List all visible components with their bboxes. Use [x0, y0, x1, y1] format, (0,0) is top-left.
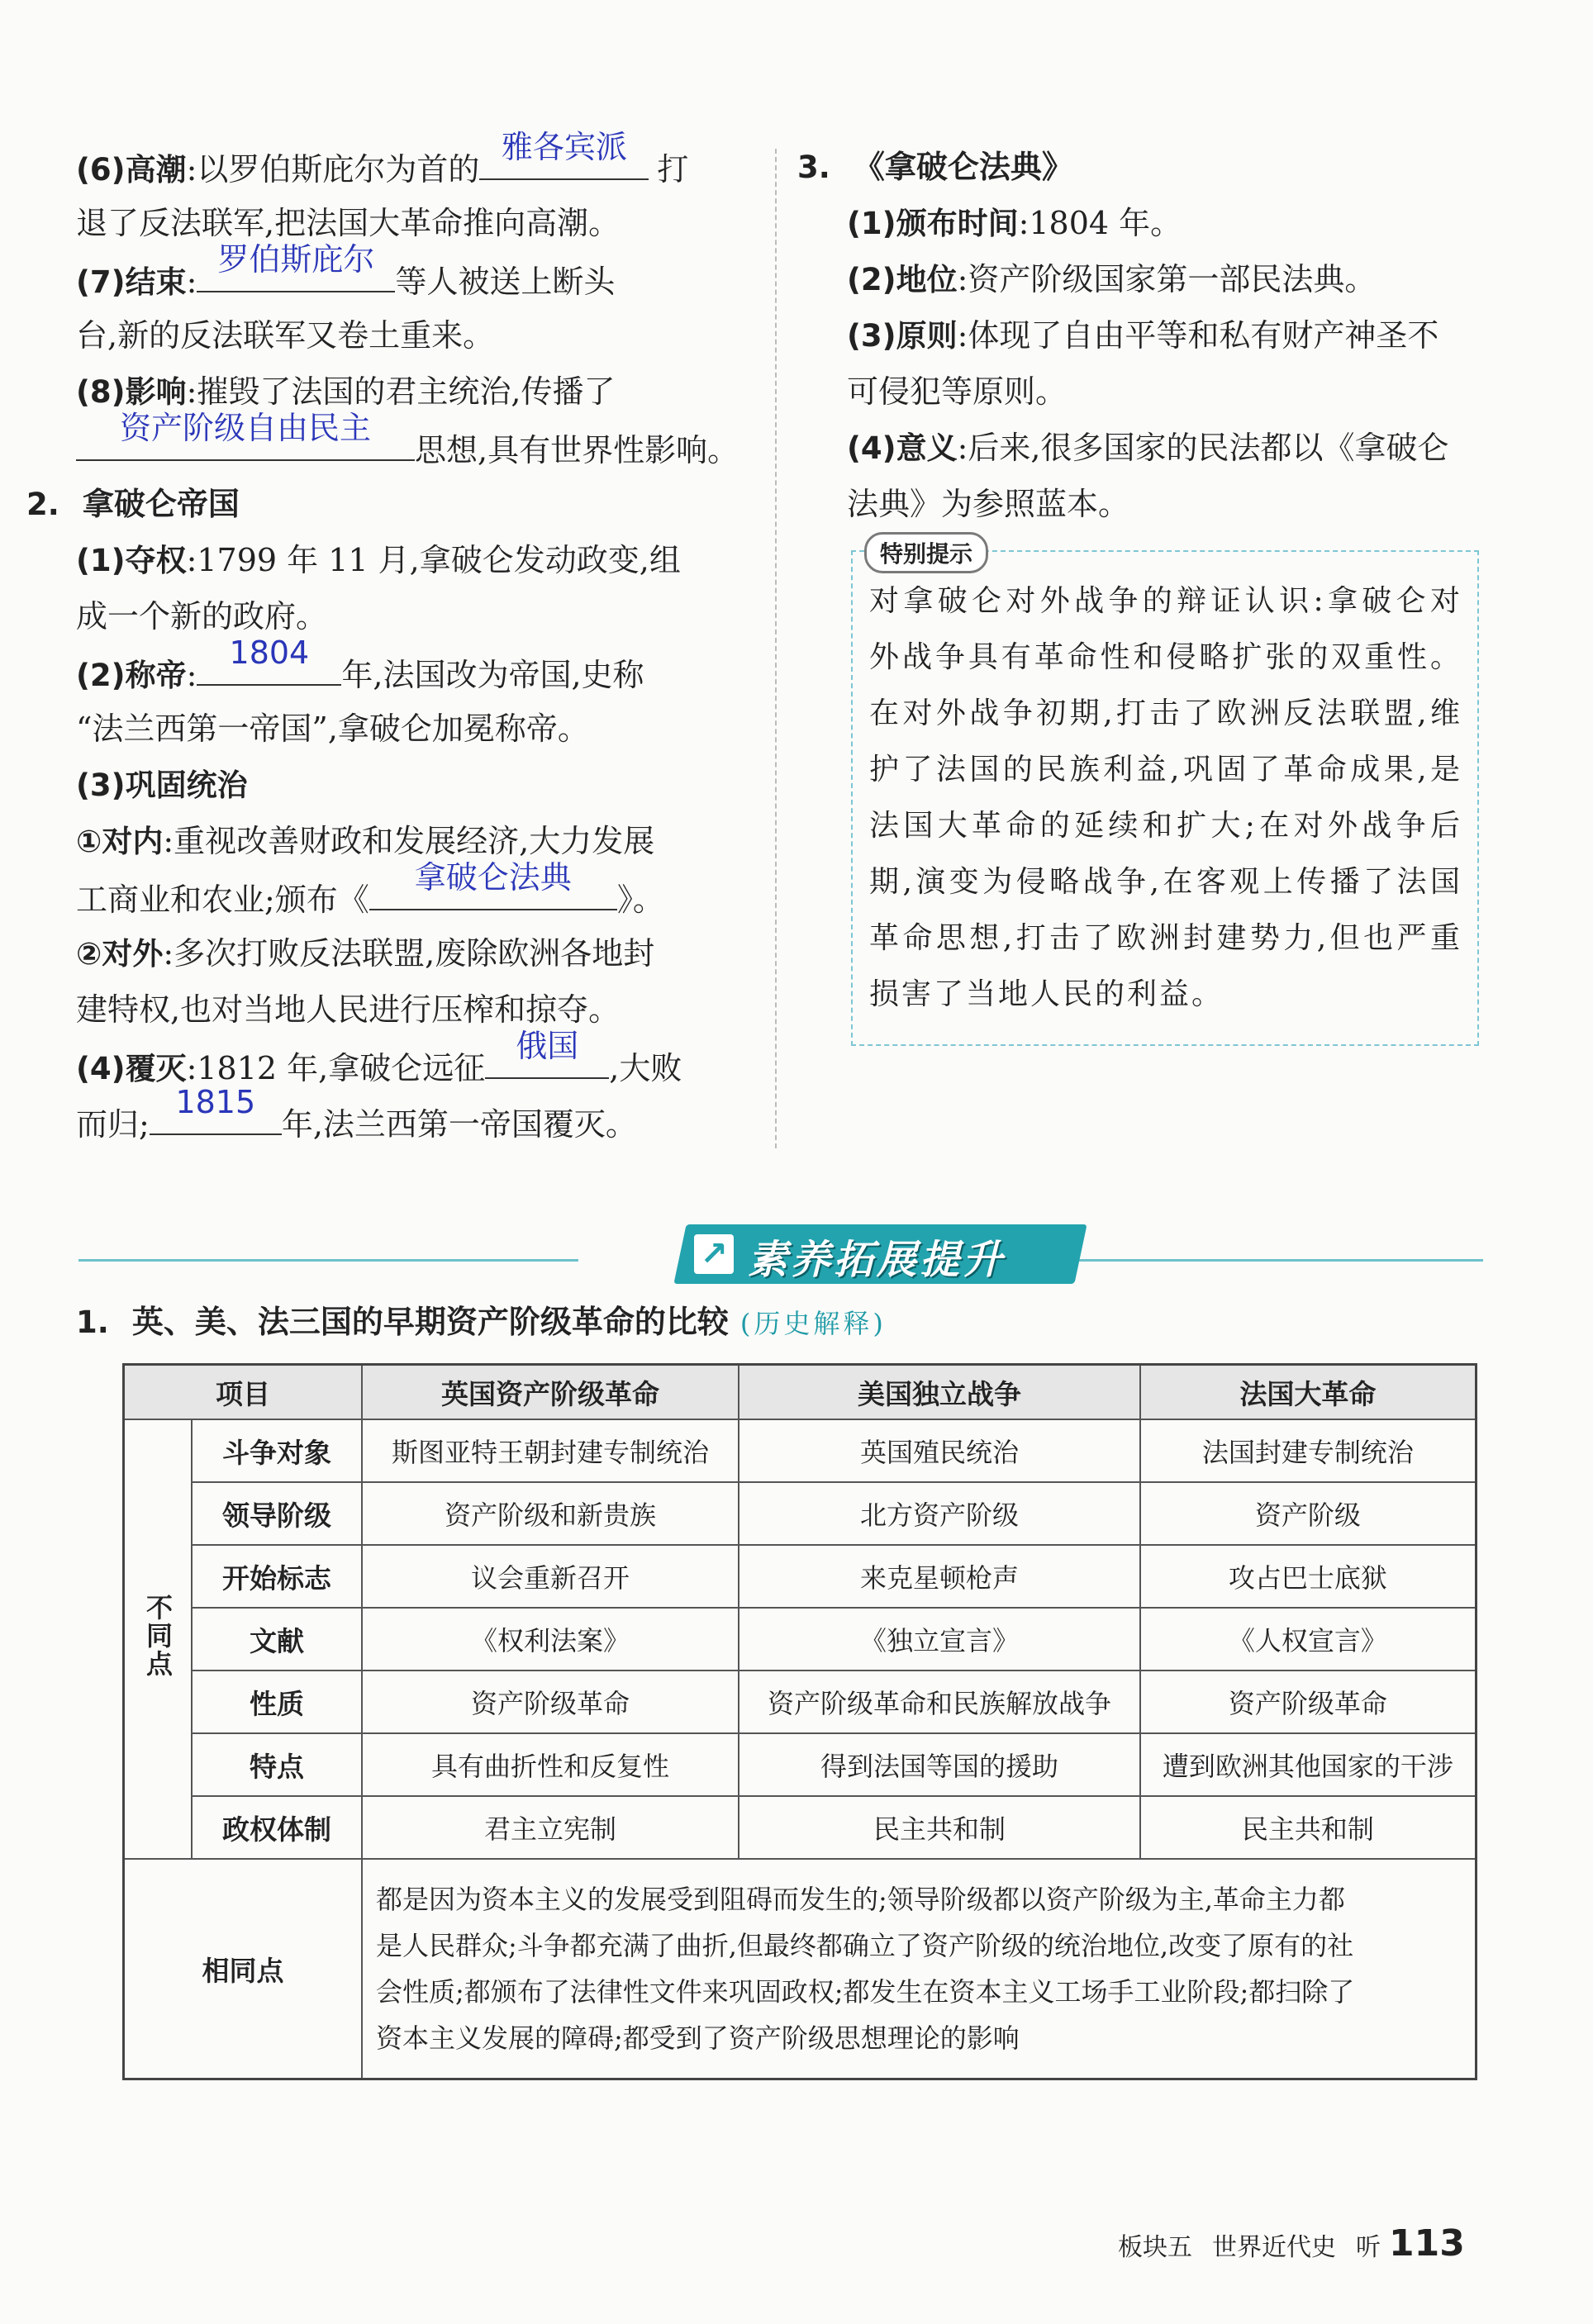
p1-text-b: 成一个新的政府。: [76, 598, 328, 634]
s6-text-a: :以罗伯斯庇尔为首的: [186, 151, 480, 188]
r2-text: :资产阶级国家第一部民法典。: [957, 261, 1377, 297]
line-p2: [76, 634, 762, 701]
table-cell: 具有曲折性和反复性: [362, 1733, 739, 1796]
footer-section: 板块五: [1118, 2233, 1192, 2262]
line-r1: [797, 195, 1483, 251]
row-header: 特点: [192, 1733, 362, 1796]
r4-label: (4)意义: [847, 430, 958, 466]
line-p3b: [76, 925, 762, 981]
footer-subject: 世界近代史: [1212, 2233, 1336, 2262]
p3a-text-a: :重视改善财政和发展经济,大力发展: [163, 823, 655, 859]
tip-line: 法国大革命的延续和扩大;在对外战争后: [869, 809, 1462, 843]
p2-text-b: 年,法国改为帝国,史称: [341, 657, 644, 693]
r2-label: (2)地位: [847, 262, 958, 297]
column-divider: [775, 149, 777, 1148]
answer-s6: 雅各宾派: [501, 129, 627, 165]
line-p4b: [76, 1084, 762, 1150]
p4-text-b: ,大败: [609, 1050, 682, 1086]
answer-s8: 资产阶级自由民主: [119, 410, 371, 446]
answer-blank-p2[interactable]: [197, 634, 341, 686]
table-row: [124, 1482, 1476, 1545]
table-cell: 英国殖民统治: [739, 1419, 1140, 1482]
s8-text-b: 思想,具有世界性影响。: [415, 432, 739, 468]
heading-2-number: 2.: [26, 487, 59, 522]
heading-2: [26, 476, 762, 532]
p4-text-c: 而归;: [76, 1106, 150, 1143]
s6-text-c: 退了反法联军,把法国大革命推向高潮。: [76, 205, 621, 241]
line-s8b: [76, 410, 762, 476]
table-header: 项目: [124, 1365, 362, 1420]
row-header: 性质: [192, 1671, 362, 1733]
heading-3-title: 《拿破仑法典》: [853, 149, 1073, 185]
similarities-line: 会性质;都颁布了法律性文件来巩固政权;都发生在资本主义工场手工业阶段;都扫除了: [375, 1976, 1355, 2008]
table-cell: 资产阶级革命和民族解放战争: [739, 1671, 1140, 1733]
p3a-text-c: 》。: [616, 882, 664, 918]
table-cell: 资产阶级革命: [1140, 1671, 1476, 1733]
answer-p3a: 拿破仑法典: [414, 859, 572, 896]
answer-blank-p4a[interactable]: [485, 1028, 609, 1079]
table-cell: 斯图亚特王朝封建专制统治: [362, 1419, 739, 1482]
line-p3a2: [76, 859, 762, 925]
table-cell: 来克星顿枪声: [739, 1545, 1140, 1608]
table-cell: 《人权宣言》: [1140, 1608, 1476, 1671]
question-1-title: 英、美、法三国的早期资产阶级革命的比较: [131, 1304, 729, 1340]
table-header: 法国大革命: [1140, 1365, 1476, 1420]
page-footer: [1118, 2222, 1485, 2265]
differences-group-label: [124, 1419, 193, 1859]
right-column: [797, 139, 1483, 1046]
section-banner: [78, 1223, 1483, 1289]
line-r4: [797, 420, 1483, 476]
tip-line: 损害了当地人民的利益。: [869, 977, 1224, 1011]
p3b-text-a: :多次打败反法联盟,废除欧洲各地封: [163, 935, 655, 972]
p4-text-a: :1812 年,拿破仑远征: [186, 1050, 486, 1086]
answer-p2: 1804: [229, 634, 310, 671]
line-p1: [76, 532, 762, 588]
table-row: [124, 1545, 1476, 1608]
table-cell: 攻占巴士底狱: [1140, 1545, 1476, 1608]
p1-label: (1)夺权: [76, 543, 187, 578]
table-cell: 资产阶级: [1140, 1482, 1476, 1545]
similarities-cell: [362, 1859, 1476, 2079]
table-header: 英国资产阶级革命: [362, 1365, 739, 1420]
s7-label: (7)结束: [76, 264, 187, 300]
table-header: 美国独立战争: [739, 1365, 1140, 1420]
r1-label: (1)颁布时间: [847, 206, 1019, 241]
r3-label: (3)原则: [847, 318, 958, 354]
p2-text-a: :: [186, 657, 197, 693]
r4-text-b: 法典》为参照蓝本。: [847, 486, 1130, 522]
s7-text-c: 台,新的反法联军又卷土重来。: [76, 317, 495, 354]
group-label-text: 不同点: [142, 1593, 174, 1678]
heading-3-number: 3.: [797, 150, 830, 185]
tip-line: 护了法国的民族利益,巩固了革命成果,是: [869, 753, 1462, 787]
table-cell: 议会重新召开: [362, 1545, 739, 1608]
left-column: [26, 129, 762, 1150]
answer-blank-p3a[interactable]: [369, 859, 617, 910]
banner-rule-right: [1074, 1259, 1483, 1262]
table-cell: 民主共和制: [1140, 1796, 1476, 1859]
row-header: 文献: [192, 1608, 362, 1671]
row-header: 政权体制: [192, 1796, 362, 1859]
s6-text-b: 打: [657, 151, 689, 188]
table-row: [124, 1419, 1476, 1482]
similarities-line: 是人民群众;斗争都充满了曲折,但最终都确立了资产阶级的统治地位,改变了原有的社: [375, 1930, 1354, 1961]
p4-text-d: 年,法兰西第一帝国覆灭。: [281, 1106, 637, 1143]
table-row-same: [124, 1859, 1476, 2079]
s7-text-a: :: [186, 264, 197, 300]
question-1: [76, 1297, 887, 1348]
s7-text-b: 等人被送上断头: [395, 264, 616, 300]
line-s6: [76, 129, 762, 195]
special-tip-box: [851, 540, 1479, 1046]
similarities-label: 相同点: [124, 1859, 362, 2079]
r1-text: :1804 年。: [1018, 205, 1182, 241]
r4-text-a: :后来,很多国家的民法都以《拿破仑: [957, 430, 1449, 466]
p2-text-c: “法兰西第一帝国”,拿破仑加冕称帝。: [76, 711, 589, 747]
p3a-label: ①对内: [76, 824, 164, 859]
similarities-line: 都是因为资本主义的发展受到阻碍而发生的;领导阶级都以资产阶级为主,革命主力都: [375, 1884, 1345, 1915]
s6-label: (6)高潮: [76, 152, 187, 188]
table-row: [124, 1733, 1476, 1796]
table-cell: 资产阶级和新贵族: [362, 1482, 739, 1545]
table-cell: 得到法国等国的援助: [739, 1733, 1140, 1796]
table-cell: 《独立宣言》: [739, 1608, 1140, 1671]
table-cell: 法国封建专制统治: [1140, 1419, 1476, 1482]
row-header: 领导阶级: [192, 1482, 362, 1545]
p3b-text-b: 建特权,也对当地人民进行压榨和掠夺。: [76, 991, 621, 1028]
tip-line: 期,演变为侵略战争,在客观上传播了法国: [869, 865, 1462, 899]
row-header: 斗争对象: [192, 1419, 362, 1482]
question-1-number: 1.: [76, 1305, 109, 1340]
answer-blank-s8[interactable]: [76, 410, 415, 461]
answer-p4b: 1815: [175, 1084, 256, 1120]
tip-line: 外战争具有革命性和侵略扩张的双重性。: [869, 640, 1462, 674]
tip-line: 对拿破仑对外战争的辩证认识:拿破仑对: [869, 584, 1462, 618]
footer-listen: 听: [1356, 2233, 1381, 2262]
row-header: 开始标志: [192, 1545, 362, 1608]
answer-blank-p4b[interactable]: [150, 1084, 282, 1135]
table-cell: 遭到欧洲其他国家的干涉: [1140, 1733, 1476, 1796]
comparison-table: [122, 1363, 1477, 2080]
heading-3: [797, 139, 1483, 195]
table-header-row: [124, 1365, 1476, 1420]
similarities-line: 资本主义发展的障碍;都受到了资产阶级思想理论的影响: [375, 2022, 1020, 2054]
answer-p4a: 俄国: [516, 1028, 579, 1064]
p1-text-a: :1799 年 11 月,拿破仑发动政变,组: [186, 542, 681, 578]
table-row: [124, 1796, 1476, 1859]
line-s7: [76, 241, 762, 307]
banner-rule-left: [78, 1259, 578, 1262]
answer-s7: 罗伯斯庇尔: [217, 241, 375, 278]
p2-label: (2)称帝: [76, 658, 187, 693]
r3-text-a: :体现了自由平等和私有财产神圣不: [957, 317, 1439, 354]
tip-line: 革命思想,打击了欧洲封建势力,但也严重: [869, 921, 1462, 955]
line-r3: [797, 307, 1483, 364]
p3a-text-b: 工商业和农业;颁布《: [76, 882, 369, 918]
answer-blank-s6[interactable]: [479, 129, 649, 180]
line-r2: [797, 251, 1483, 307]
answer-blank-s7[interactable]: [197, 241, 395, 292]
banner-title: 素养拓展提升: [748, 1237, 1006, 1283]
line-p3: [76, 757, 762, 813]
arrow-up-right-icon: ↗: [694, 1234, 734, 1274]
s8-text-a: :摧毁了法国的君主统治,传播了: [186, 373, 616, 410]
table-cell: 资产阶级革命: [362, 1671, 739, 1733]
table-cell: 《权利法案》: [362, 1608, 739, 1671]
tip-line: 在对外战争初期,打击了欧洲反法联盟,维: [869, 696, 1462, 730]
table-cell: 君主立宪制: [362, 1796, 739, 1859]
table-row: [124, 1671, 1476, 1733]
p4-label: (4)覆灭: [76, 1051, 187, 1086]
question-1-tag: (历史解释): [739, 1308, 887, 1339]
r3-text-b: 可侵犯等原则。: [847, 373, 1068, 410]
table-row: [124, 1608, 1476, 1671]
page-number: 113: [1389, 2222, 1465, 2265]
table-cell: 民主共和制: [739, 1796, 1140, 1859]
table-cell: 北方资产阶级: [739, 1482, 1140, 1545]
p3-label: (3)巩固统治: [76, 768, 248, 803]
p3b-label: ②对外: [76, 936, 164, 972]
heading-2-title: 拿破仑帝国: [82, 486, 240, 522]
s8-label: (8)影响: [76, 374, 187, 410]
special-tip-tag: 特别提示: [864, 532, 988, 573]
